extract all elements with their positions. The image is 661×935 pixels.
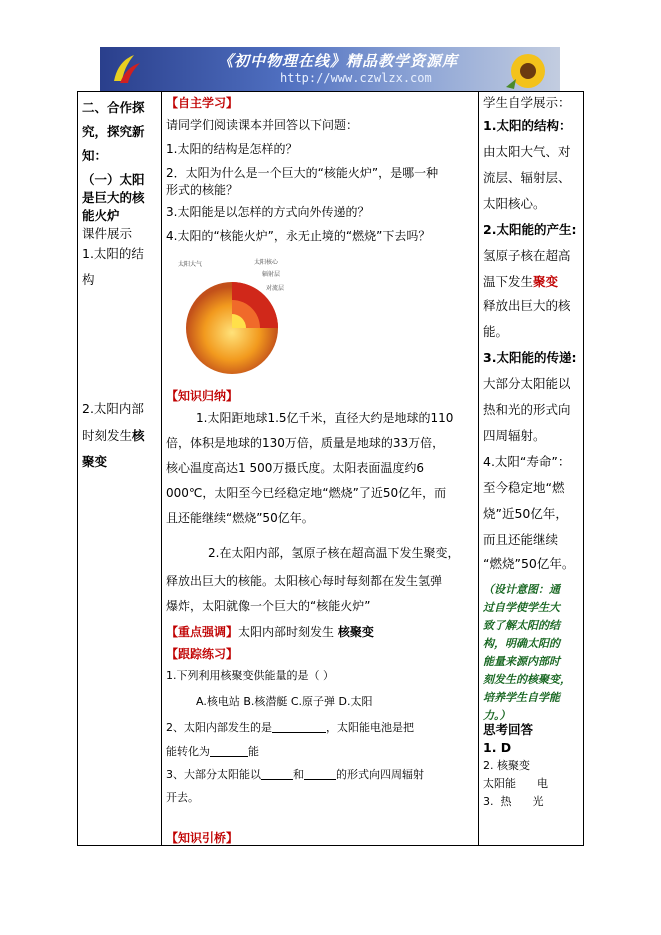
header-banner [100, 47, 560, 91]
emphasis-text: 太阳内部时刻发生 [238, 625, 335, 639]
question: 1.太阳的结构是怎样的？ [166, 142, 298, 156]
design-note: 能量来源内部时 [483, 655, 560, 668]
subsection-title: 能火炉 [82, 208, 120, 223]
sun-label: 辐射层 [262, 271, 281, 278]
student-line: 4.太阳“寿命”： [483, 454, 571, 469]
answer-line: 1. D [483, 740, 512, 755]
student-heading: 3.太阳能的传递: [483, 350, 577, 365]
answer-line: 太阳能 电 [483, 777, 548, 790]
student-line: “燃烧”50亿年。 [483, 556, 575, 571]
sun-label: 对流层 [266, 285, 285, 292]
design-note: 构，明确太阳的 [483, 637, 560, 650]
lesson-table [77, 91, 584, 846]
question: 4.太阳的“核能火炉”，永无止境的“燃烧”下去吗？ [166, 229, 431, 243]
answer-line: 2. 核聚变 [483, 759, 530, 772]
student-line [483, 276, 558, 289]
practice-question [166, 722, 414, 733]
student-line: 四周辐射。 [483, 428, 546, 443]
answer-blank[interactable] [272, 722, 326, 733]
question: 3.太阳能是以怎样的方式向外传递的？ [166, 205, 370, 219]
item-text-part: 时刻发生 [82, 428, 133, 443]
item-text [82, 430, 145, 443]
design-note: 力。） [483, 709, 511, 722]
student-line: 热和光的形式向 [483, 402, 571, 417]
student-line: 由太阳大气、对 [483, 144, 571, 159]
section-title: 究，探究新 [82, 124, 145, 139]
student-line: 学生自学展示： [483, 95, 571, 110]
fusion-line: 2.在太阳内部，氢原子核在超高温下发生聚变， [208, 546, 460, 560]
intro-text: 请同学们阅读课本并回答以下问题： [166, 118, 359, 132]
item-text: 聚变 [82, 454, 108, 469]
design-note: 培养学生自学能 [483, 691, 560, 704]
sun-structure-diagram [174, 256, 294, 381]
design-note: 过自学使学生大 [483, 601, 560, 614]
logo-icon [108, 51, 144, 87]
fusion-keyword: 聚变 [533, 274, 559, 289]
fusion-line: 爆炸，太阳就像一个巨大的“核能火炉” [166, 599, 371, 613]
design-note: 致了解太阳的结 [483, 619, 560, 632]
question-text: 能转化为 [166, 745, 210, 758]
student-line: 流层、辐射层、 [483, 170, 571, 185]
question-text: 3、大部分太阳能以 [166, 768, 261, 781]
practice-options: A.核电站 B.核潜艇 C.原子弹 D.太阳 [196, 695, 373, 708]
student-line: 大部分太阳能以 [483, 376, 571, 391]
question-text: ，太阳能电池是把 [326, 721, 414, 734]
section-title: 二、合作探 [82, 100, 145, 115]
design-note: （设计意图：通 [483, 583, 560, 596]
self-study-heading: 【自主学习】 [166, 96, 239, 110]
item-bold-part: 核 [132, 428, 145, 443]
student-heading: 1.太阳的结构： [483, 118, 572, 133]
practice-question: 1.下列利用核聚变供能量的是（ ） [166, 669, 334, 682]
summary-line: 1.太阳距地球1.5亿千米，直径大约是地球的110 [196, 411, 454, 425]
student-line: 而且还能继续 [483, 532, 559, 547]
design-note: 刻发生的核聚变， [483, 673, 571, 686]
extension-heading: 【知识引桥】 [166, 831, 239, 845]
section-title: 知： [82, 148, 108, 163]
question-text: 和 [293, 768, 304, 781]
answer-blank[interactable] [304, 769, 336, 780]
subsection-title: （一）太阳 [82, 172, 145, 187]
question-text: 2、太阳内部发生的是 [166, 721, 272, 734]
sun-label: 太阳核心 [254, 259, 279, 266]
item-text: 1.太阳的结 [82, 246, 144, 261]
student-heading: 2.太阳能的产生: [483, 222, 577, 237]
student-line: 烧”近50亿年， [483, 506, 568, 521]
banner-title: 《初中物理在线》精品教学资源库 [218, 52, 459, 70]
practice-question [166, 769, 424, 780]
question: 形式的核能？ [166, 183, 239, 197]
summary-heading: 【知识归纳】 [166, 389, 239, 403]
student-line: 至今稳定地“燃 [483, 480, 565, 495]
question-text: 的形式向四周辐射 [336, 768, 424, 781]
subsection-title: 是巨大的核 [82, 190, 145, 205]
summary-line: 000℃，太阳至今已经稳定地“燃烧”了近50亿年，而 [166, 486, 447, 500]
summary-line: 且还能继续“燃烧”50亿年。 [166, 511, 314, 525]
sunflower-icon [504, 51, 550, 91]
student-text: 温下发生 [483, 274, 534, 289]
summary-line: 倍，体积是地球的130万倍，质量是地球的33万倍， [166, 436, 445, 450]
courseware-label: 课件展示 [82, 226, 133, 241]
column-divider [161, 92, 162, 845]
emphasis-line [166, 626, 374, 638]
banner-url: http://www.czwlzx.com [280, 71, 432, 85]
practice-heading: 【跟踪练习】 [166, 647, 239, 661]
student-line: 太阳核心。 [483, 196, 546, 211]
practice-question [166, 746, 259, 757]
item-text: 2.太阳内部 [82, 401, 144, 416]
column-divider [478, 92, 479, 845]
item-text: 构 [82, 272, 95, 287]
answer-blank[interactable] [261, 769, 293, 780]
practice-question: 开去。 [166, 791, 199, 804]
emphasis-heading: 【重点强调】 [166, 625, 239, 639]
student-line: 氢原子核在超高 [483, 248, 571, 263]
sun-label: 太阳大气 [178, 261, 203, 268]
answers-heading: 思考回答 [483, 722, 534, 737]
summary-line: 核心温度高达1 500万摄氏度。太阳表面温度约6 [166, 461, 424, 475]
question: 2．太阳为什么是一个巨大的“核能火炉”，是哪一种 [166, 166, 439, 180]
fusion-line: 释放出巨大的核能。太阳核心每时每刻都在发生氢弹 [166, 574, 443, 588]
answer-blank[interactable] [210, 746, 248, 757]
student-line: 释放出巨大的核 [483, 298, 571, 313]
answer-line: 3. 热 光 [483, 795, 544, 808]
student-line: 能。 [483, 324, 509, 339]
emphasis-bold: 核聚变 [337, 625, 374, 639]
question-text: 能 [248, 745, 259, 758]
